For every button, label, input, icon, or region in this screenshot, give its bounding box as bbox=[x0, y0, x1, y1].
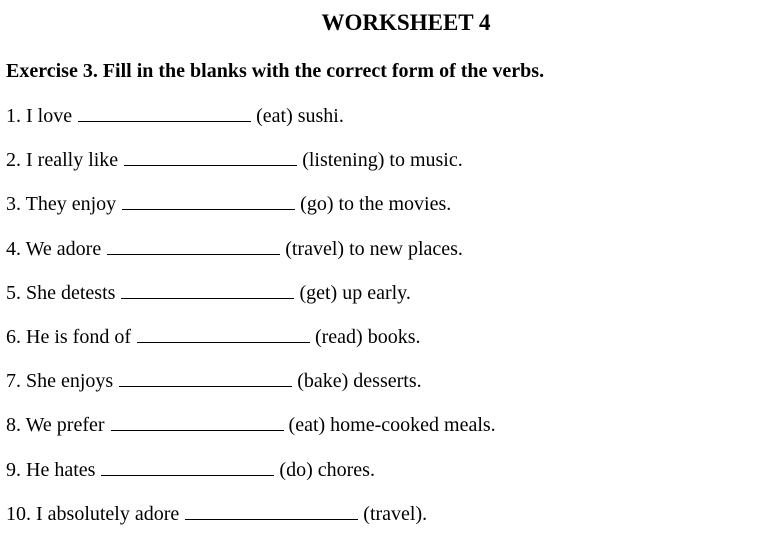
exercise-item bbox=[6, 366, 496, 392]
answer-blank[interactable] bbox=[122, 189, 295, 210]
item-prompt: 6. He is fond of bbox=[6, 325, 131, 348]
exercise-item bbox=[6, 145, 496, 171]
exercise-instruction: Exercise 3. Fill in the blanks with the correct form of the verbs. bbox=[6, 60, 545, 82]
exercise-item bbox=[6, 322, 496, 348]
item-prompt: 10. I absolutely adore bbox=[6, 502, 180, 525]
exercise-item bbox=[6, 410, 496, 436]
item-ending: to new places. bbox=[349, 237, 463, 260]
answer-blank[interactable] bbox=[107, 234, 280, 255]
item-prompt: 1. I love bbox=[6, 105, 73, 127]
item-verb-hint: (go) bbox=[300, 193, 334, 216]
item-ending: to the movies. bbox=[338, 193, 452, 216]
item-verb-hint: (read) bbox=[314, 325, 363, 348]
item-prompt: 9. He hates bbox=[6, 458, 96, 481]
item-ending: sushi. bbox=[297, 105, 344, 127]
item-prompt: 2. I really like bbox=[6, 149, 119, 172]
exercise-item bbox=[6, 101, 496, 127]
item-ending: up early. bbox=[342, 281, 411, 304]
item-ending: to music. bbox=[389, 149, 463, 172]
answer-blank[interactable] bbox=[78, 101, 251, 122]
exercise-item bbox=[6, 499, 496, 525]
item-verb-hint: (get) bbox=[299, 281, 338, 304]
item-ending: desserts. bbox=[353, 370, 422, 393]
answer-blank[interactable] bbox=[101, 455, 274, 476]
item-prompt: 8. We prefer bbox=[6, 414, 105, 437]
answer-blank[interactable] bbox=[137, 322, 310, 343]
item-ending: chores. bbox=[317, 458, 375, 481]
answer-blank[interactable] bbox=[119, 366, 292, 387]
answer-blank[interactable] bbox=[185, 499, 358, 520]
exercise-list bbox=[6, 101, 496, 543]
exercise-item bbox=[6, 234, 496, 260]
item-verb-hint: (eat) bbox=[288, 414, 326, 437]
item-ending: books. bbox=[367, 325, 421, 348]
item-prompt: 7. She enjoys bbox=[6, 370, 114, 393]
item-verb-hint: (do) bbox=[279, 458, 313, 481]
exercise-item bbox=[6, 189, 496, 215]
item-prompt: 4. We adore bbox=[6, 237, 102, 260]
answer-blank[interactable] bbox=[121, 278, 294, 299]
item-prompt: 3. They enjoy bbox=[6, 193, 117, 216]
item-verb-hint: (travel) bbox=[285, 237, 345, 260]
answer-blank[interactable] bbox=[124, 145, 297, 166]
item-ending: home-cooked meals. bbox=[330, 414, 496, 437]
item-verb-hint: (bake) bbox=[297, 370, 349, 393]
exercise-item bbox=[6, 278, 496, 304]
item-prompt: 5. She detests bbox=[6, 281, 116, 304]
exercise-item bbox=[6, 455, 496, 481]
item-verb-hint: (eat) bbox=[256, 105, 293, 127]
item-verb-hint: (travel). bbox=[363, 502, 428, 525]
item-verb-hint: (listening) bbox=[302, 149, 385, 172]
answer-blank[interactable] bbox=[111, 410, 284, 431]
worksheet-title: WORKSHEET 4 bbox=[321, 10, 491, 35]
